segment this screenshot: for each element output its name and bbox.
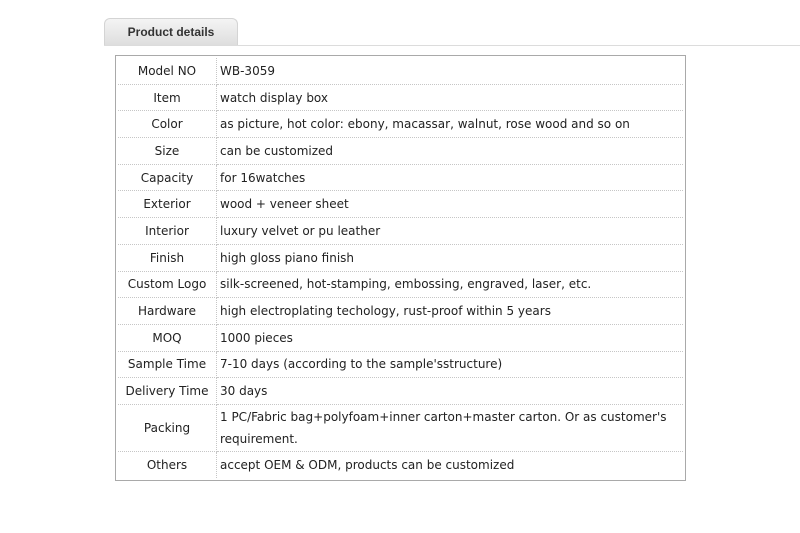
row-value: high gloss piano finish <box>217 245 683 272</box>
row-label: Exterior <box>118 191 217 218</box>
tab-bar <box>0 18 800 46</box>
table-row <box>118 85 683 112</box>
row-label: Color <box>118 111 217 138</box>
table-row <box>118 218 683 245</box>
table-row <box>118 138 683 165</box>
row-label: Custom Logo <box>118 272 217 299</box>
table-row <box>118 191 683 218</box>
row-value: can be customized <box>217 138 683 165</box>
table-row <box>118 452 683 478</box>
row-value: 1 PC/Fabric bag+polyfoam+inner carton+master carton. Or as customer's requirement. <box>217 405 683 452</box>
row-label: Delivery Time <box>118 378 217 405</box>
row-label: Capacity <box>118 165 217 192</box>
row-value: luxury velvet or pu leather <box>217 218 683 245</box>
tab-product-details[interactable]: Product details <box>104 18 238 45</box>
row-label: Hardware <box>118 298 217 325</box>
row-label: Finish <box>118 245 217 272</box>
row-value: as picture, hot color: ebony, macassar, walnut, rose wood and so on <box>217 111 683 138</box>
row-label: Others <box>118 452 217 478</box>
row-value: wood + veneer sheet <box>217 191 683 218</box>
row-value: accept OEM & ODM, products can be customized <box>220 457 515 472</box>
row-value: 7-10 days (according to the sample'sstructure) <box>217 352 683 379</box>
product-details-panel <box>115 55 686 481</box>
table-row <box>118 165 683 192</box>
product-details-table <box>118 58 683 478</box>
table-row <box>118 378 683 405</box>
row-label: Packing <box>118 405 217 452</box>
row-label: Interior <box>118 218 217 245</box>
row-label: Size <box>118 138 217 165</box>
table-row <box>118 298 683 325</box>
row-value: WB-3059 <box>217 58 683 85</box>
row-label: Item <box>118 85 217 112</box>
row-value: high electroplating techology, rust-proof within 5 years <box>217 298 683 325</box>
row-value: silk-screened, hot-stamping, embossing, engraved, laser, etc. <box>217 272 683 299</box>
table-row <box>118 58 683 85</box>
table-row <box>118 111 683 138</box>
row-label: MOQ <box>118 325 217 352</box>
row-value: watch display box <box>217 85 683 112</box>
row-label: Model NO <box>118 58 217 85</box>
table-row <box>118 272 683 299</box>
row-label: Sample Time <box>118 352 217 379</box>
table-row <box>118 352 683 379</box>
row-value: 1000 pieces <box>217 325 683 352</box>
table-row <box>118 245 683 272</box>
table-row <box>118 325 683 352</box>
table-row <box>118 405 683 452</box>
row-value: for 16watches <box>217 165 683 192</box>
row-value: 30 days <box>217 378 683 405</box>
